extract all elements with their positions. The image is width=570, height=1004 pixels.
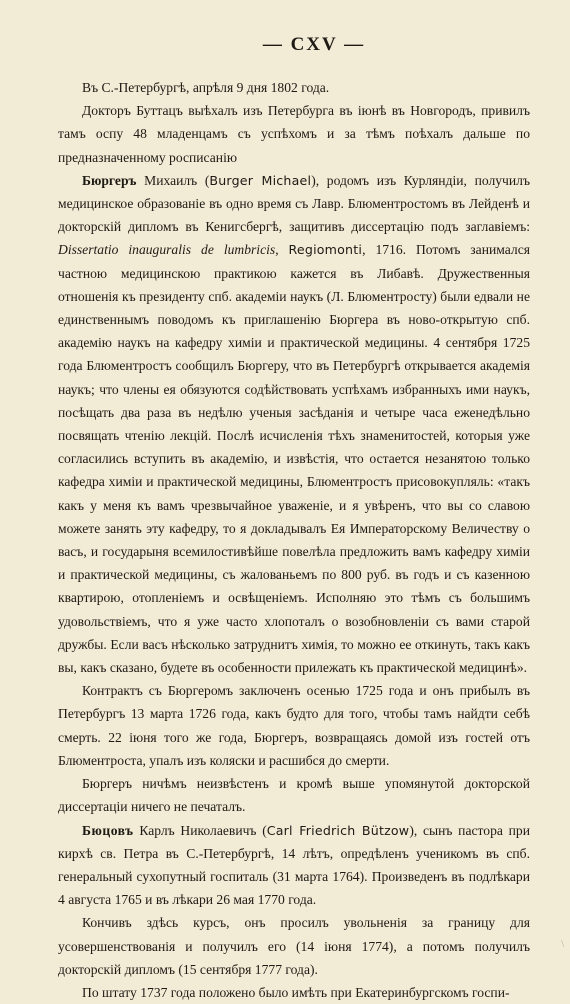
butzow-latin-name: Carl Friedrich Bützow <box>266 822 410 838</box>
burger-text-c: , <box>275 242 289 258</box>
butzow-text-a: Карлъ Николаевичъ ( <box>133 822 267 838</box>
burger-text-b: ), родомъ изъ Курляндіи, получилъ медицинское образованіе въ одно время съ Лавр. Блюментростомъ въ Лейденѣ и докторскій дипломъ въ Кенигсбергѣ, защитивъ диссертацію подъ заглавіемъ: <box>58 172 530 235</box>
scan-edge-mark: \ <box>561 939 564 950</box>
burger-unknown-paragraph: Бюргеръ ничѣмъ неизвѣстенъ и кромѣ выше упомянутой докторской диссертаціи ничего не печаталъ. <box>58 776 530 815</box>
entry-name-burger: Бюргеръ <box>82 172 137 188</box>
date-line: Въ С.-Петербургѣ, апрѣля 9 дня 1802 года. <box>82 80 330 95</box>
staff-paragraph: По штату 1737 года положено было имѣть при Екатеринбургскомъ госпи- <box>82 984 510 1000</box>
entry-name-butzow: Бюцовъ <box>82 822 134 838</box>
burger-latin-name: Burger Michael <box>209 172 312 188</box>
butzow-entry <box>58 819 530 912</box>
course-paragraph: Кончивъ здѣсь курсъ, онъ просилъ увольненія за границу для усовершенствованія и получилъ его (14 іюня 1774), а потомъ получилъ докторскій дипломъ (15 сентября 1777 года). <box>58 915 530 977</box>
contract-paragraph: Контрактъ съ Бюргеромъ заключенъ осенью 1725 года и онъ прибылъ въ Петербургъ 13 марта 1726 года, какъ будто для того, чтобы тамъ найдти себѣ смерть. 22 іюня того же года, Бюргеръ, возвращаясь домой изъ гостей отъ Блюментроста, упалъ изъ коляски и расшибся до смерти. <box>58 683 530 768</box>
regiomonti: Regiomonti <box>288 242 363 258</box>
page-number-header: — CXV — <box>262 34 366 55</box>
burger-text-a: Михаилъ ( <box>136 172 210 188</box>
burger-text-d: , 1716. Потомъ занимался частною медицинскою практикою кажется въ Либавѣ. Дружественныя отношенія къ президенту спб. академіи наукъ (Л. Блюментросту) были едвали не единственнымъ поводомъ къ приглашенію Бюргера въ ново-открытую спб. академію наукъ на кафедру химіи и практической медицины. 4 сентября 1725 года Блюментростъ сообщилъ Бюргеру, что въ Петербургѣ открывается академія наукъ; что члены ея обязуются содѣйствовать успѣхамъ избранныхъ ими наукъ, посѣщать два раза въ недѣлю ученыя засѣданія и четыре часа еженедѣльно посвящать чтенію лекцій. Послѣ исчисленія тѣхъ знаменитостей, которыя уже согласились вступить въ академію, и извѣстія, что остается незанятою только кафедра химіи и практической медицины, Блюментростъ присовокупляль: «такъ какъ у меня къ вамъ чрезвычайное уваженіе, и я увѣренъ, что вы со славою можете занять эту кафедру, то я докладывалъ Ея Императорскому Величеству о васъ, и государыня всемилостивѣйше повелѣла предложить вамъ кафедру химіи и практической медицины, съ жалованьемъ по 800 руб. въ годъ и съ казенною квартирою, отопленіемъ и освѣщеніемъ. Исполняю это тѣмъ съ большимъ удовольствіемъ, что я уже часто хлопоталъ о возобновленіи съ вами старой дружбы. Если васъ нѣсколько затруднитъ химія, то можно ее откинуть, такъ какъ вы, какъ сказано, будете въ особенности прилежать къ практической медицинѣ». <box>58 242 530 676</box>
dissertation-title: Dissertatio inauguralis de lumbricis <box>58 242 276 258</box>
buttats-paragraph: Докторъ Буттацъ выѣхалъ изъ Петербурга въ іюнѣ въ Новгородъ, привилъ тамъ оспу 48 младенцамъ съ успѣхомъ и за тѣмъ поѣхалъ дальше по предназначенному росписанію <box>58 103 530 165</box>
butzow-text-b: ), сынъ пастора при кирхѣ св. Петра въ С.-Петербургѣ, 14 лѣтъ, опредѣленъ ученикомъ въ спб. генеральный сухопутный госпиталь (31 марта 1764). Произведенъ въ подлѣкари 4 августа 1765 и въ лѣкари 26 мая 1770 года. <box>58 822 531 908</box>
burger-entry <box>58 169 530 679</box>
